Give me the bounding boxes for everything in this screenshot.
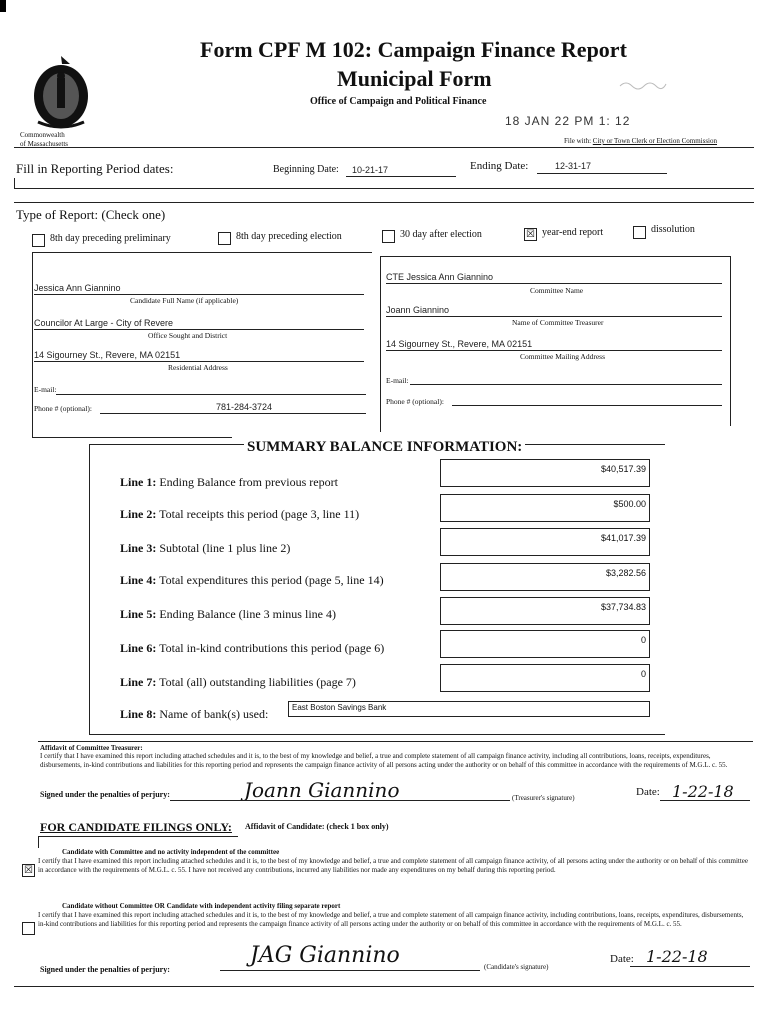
seal-caption: Commonwealth of Massachusetts [20, 131, 69, 148]
summary-line-1: Line 1: Ending Balance from previous report [120, 475, 338, 489]
office-name: Office of Campaign and Political Finance [310, 96, 487, 107]
page-bottom-rule [14, 986, 754, 987]
candidate-filings-heading: FOR CANDIDATE FILINGS ONLY: [40, 820, 232, 834]
option2-title: Candidate without Committee OR Candidate with independent activity filing separate report [62, 902, 341, 910]
checkbox-candidate-without-committee[interactable] [22, 922, 35, 935]
office-sought-label: Office Sought and District [148, 331, 228, 340]
summary-value-3[interactable]: $41,017.39 [440, 528, 650, 556]
summary-value-1[interactable]: $40,517.39 [440, 459, 650, 487]
checkbox-preliminary[interactable] [32, 234, 45, 247]
treasurer-date-line [660, 800, 750, 801]
committee-email-label: E-mail: [386, 376, 409, 385]
residential-address-label: Residential Address [168, 363, 228, 372]
ending-date-label: Ending Date: [470, 160, 529, 172]
received-stamp: 18 JAN 22 PM 1: 12 [505, 114, 631, 128]
candidate-signature-line [220, 970, 480, 971]
summary-value-4[interactable]: $3,282.56 [440, 563, 650, 591]
committee-address[interactable]: 14 Sigourney St., Revere, MA 02151 [386, 339, 533, 349]
affidavit-top-rule [38, 741, 753, 742]
candidate-name-label: Candidate Full Name (if applicable) [130, 296, 239, 305]
received-stamp-text-blur [618, 78, 668, 92]
candidate-date-line [630, 966, 750, 967]
period-top-rule [14, 147, 754, 148]
treasurer-signature-caption: (Treasurer's signature) [512, 794, 575, 802]
checkbox-election[interactable] [218, 232, 231, 245]
treasurer-name-label: Name of Committee Treasurer [512, 318, 604, 327]
treasurer-affidavit-heading: Affidavit of Committee Treasurer: [40, 744, 143, 752]
committee-phone-line[interactable] [452, 405, 722, 406]
summary-value-2[interactable]: $500.00 [440, 494, 650, 522]
frame-top-right [380, 256, 730, 257]
treasurer-date[interactable]: 1-22-18 [672, 782, 734, 801]
frame-divider [380, 256, 381, 432]
frame-left [32, 252, 33, 438]
residential-address-line [34, 361, 364, 362]
frame-top-left [32, 252, 372, 253]
period-left-tick [14, 178, 15, 188]
beginning-date-line [346, 176, 456, 177]
form-title: Form CPF M 102: Campaign Finance Report [200, 37, 627, 62]
summary-line-5: Line 5: Ending Balance (line 3 minus line 4) [120, 607, 336, 621]
candidate-phone-label: Phone # (optional): [34, 404, 92, 413]
frame-bottom-left [32, 437, 232, 438]
treasurer-affidavit-text: I certify that I have examined this report including attached schedules and it is, to the best of my knowledge and belief, a true and complete statement of all campaign finance activity, including all contributions, loans, receipts, expenditures, disbursements, in-kind contributions and liabilities for this reporting period and represents the campaign finance activity of all persons acting under the authority or on behalf of this committee in accordance with the requirements of M.G.L. c. 55. [40, 752, 728, 769]
treasurer-date-label: Date: [636, 786, 660, 798]
committee-name-line [386, 283, 722, 284]
bank-name[interactable]: East Boston Savings Bank [288, 701, 650, 717]
committee-name-label: Committee Name [530, 286, 584, 295]
office-sought-line [34, 329, 364, 330]
period-bottom-rule [14, 188, 754, 189]
beginning-date-value[interactable]: 10-21-17 [352, 165, 389, 175]
checkbox-year-end[interactable]: ☒ [524, 228, 537, 241]
committee-phone-label: Phone # (optional): [386, 397, 444, 406]
scan-corner-mark [0, 0, 6, 12]
committee-address-label: Committee Mailing Address [520, 352, 605, 361]
candidate-email-line[interactable] [56, 394, 366, 395]
option-election: 8th day preceding election [236, 231, 342, 242]
period-label: Fill in Reporting Period dates: [16, 161, 174, 176]
report-type-label: Type of Report: (Check one) [16, 207, 166, 222]
candidate-signature[interactable]: JAG Giannino [250, 943, 400, 968]
candidate-email-label: E-mail: [34, 385, 57, 394]
ending-date-value[interactable]: 12-31-17 [555, 161, 592, 171]
beginning-date-label: Beginning Date: [273, 164, 339, 175]
option2-text: I certify that I have examined this report including attached schedules and it is, to the best of my knowledge and belief, a true and complete statement of all campaign finance activity, including contributions, loans, receipts, expenditures, disbursements, in-kind contributions and liabilities for this reporting period and represents the campaign finance activity of all persons acting under the authority or on behalf of this committee in accordance with the requirements of M.G.L. c. 55. [38, 911, 744, 928]
candidate-name-line [34, 294, 364, 295]
summary-line-2: Line 2: Total receipts this period (page 3, line 11) [120, 507, 360, 521]
type-top-rule [14, 202, 754, 203]
summary-line-7: Line 7: Total (all) outstanding liabilities (page 7) [120, 675, 356, 689]
treasurer-name-line [386, 316, 722, 317]
frame-right [730, 256, 731, 426]
office-sought[interactable]: Councilor At Large - City of Revere [34, 318, 174, 328]
candidate-signed-label: Signed under the penalties of perjury: [40, 965, 170, 974]
option1-title: Candidate with Committee and no activity independent of the committee [62, 848, 280, 856]
summary-line-8: Line 8: Name of bank(s) used: [120, 707, 269, 721]
treasurer-signed-label: Signed under the penalties of perjury: [40, 790, 170, 799]
ending-date-line [537, 173, 667, 174]
option-dissolution: dissolution [651, 224, 695, 235]
summary-value-5[interactable]: $37,734.83 [440, 597, 650, 625]
summary-line-4: Line 4: Total expenditures this period (page 5, line 14) [120, 573, 384, 587]
checkbox-30day[interactable] [382, 230, 395, 243]
file-with: File with: City or Town Clerk or Election Commission [564, 137, 717, 145]
summary-line-3: Line 3: Subtotal (line 1 plus line 2) [120, 541, 291, 555]
candidate-date[interactable]: 1-22-18 [646, 947, 708, 966]
treasurer-signature[interactable]: Joann Giannino [244, 778, 400, 802]
committee-address-line [386, 350, 722, 351]
candidate-phone-line [100, 413, 366, 414]
treasurer-signature-line [170, 800, 510, 801]
treasurer-name[interactable]: Joann Giannino [386, 305, 450, 315]
option-30day: 30 day after election [400, 229, 482, 240]
form-subtitle: Municipal Form [337, 66, 492, 91]
checkbox-candidate-with-committee[interactable]: ☒ [22, 864, 35, 877]
option-year-end: year-end report [542, 227, 604, 238]
state-seal [26, 52, 96, 132]
summary-line-6: Line 6: Total in-kind contributions this period (page 6) [120, 641, 385, 655]
candidate-filings-tick [38, 836, 39, 848]
candidate-filings-rule [38, 836, 238, 837]
candidate-signature-caption: (Candidate's signature) [484, 963, 549, 971]
option-preliminary: 8th day preceding preliminary [50, 233, 171, 244]
summary-heading: SUMMARY BALANCE INFORMATION: [244, 439, 525, 456]
candidate-name[interactable]: Jessica Ann Giannino [34, 283, 121, 293]
committee-email-line[interactable] [410, 384, 722, 385]
candidate-date-label: Date: [610, 953, 634, 965]
candidate-filings-subheading: Affidavit of Candidate: (check 1 box only) [245, 822, 389, 831]
checkbox-dissolution[interactable] [633, 226, 646, 239]
option1-text: I certify that I have examined this report including attached schedules and it is, to the best of my knowledge and belief, a true and complete statement of all campaign finance activity, of all persons acting under the authority or on behalf of this committee in accordance with the requirements of M.G.L. c. 55. I have not received any contributions, incurred any liabilities nor made any expenditures on my behalf during this reporting period. [38, 857, 749, 874]
summary-value-7[interactable]: 0 [440, 664, 650, 692]
committee-name[interactable]: CTE Jessica Ann Giannino [386, 272, 494, 282]
summary-value-6[interactable]: 0 [440, 630, 650, 658]
candidate-phone[interactable]: 781-284-3724 [216, 402, 273, 412]
residential-address[interactable]: 14 Sigourney St., Revere, MA 02151 [34, 350, 181, 360]
